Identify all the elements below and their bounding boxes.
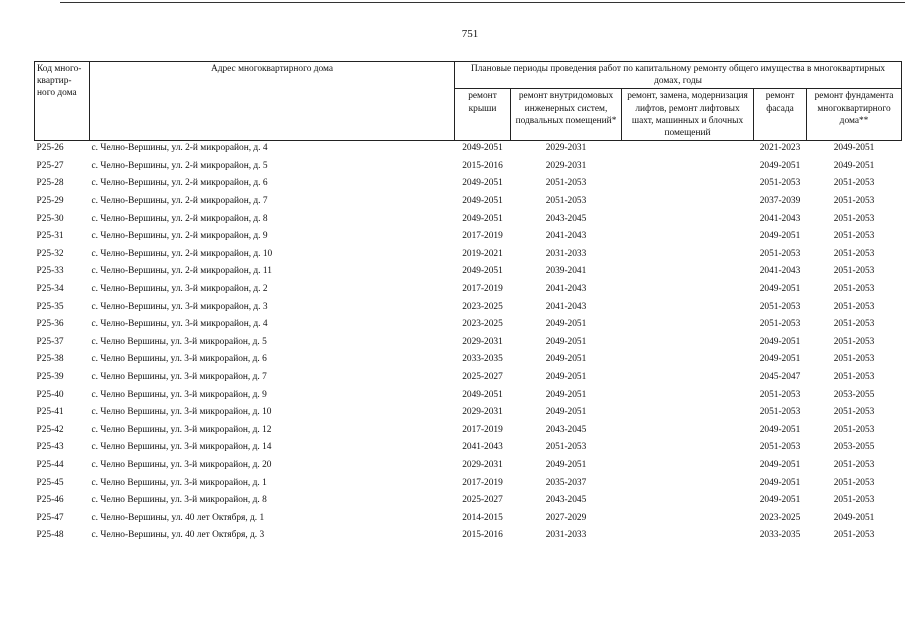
- cell-roof: 2025-2027: [462, 371, 503, 382]
- cell-foundation: 2053-2055: [833, 389, 875, 400]
- cell-address: с. Челно-Вершины, ул. 2-й микрорайон, д. 8: [91, 213, 268, 224]
- cell-foundation: 2051-2053: [833, 283, 875, 294]
- cell-engineering: 2035-2037: [545, 477, 587, 488]
- cell-facade: 2041-2043: [759, 266, 801, 277]
- cell-code: P25-30: [36, 213, 64, 224]
- cell-code: P25-47: [36, 512, 64, 523]
- table-row: [35, 424, 902, 442]
- cell-foundation: 2051-2053: [833, 196, 875, 206]
- table-row: [35, 529, 902, 547]
- cell-address: с. Челно-Вершины, ул. 2-й микрорайон, д. 11: [91, 266, 272, 277]
- cell-elevators: [622, 195, 754, 213]
- table-body: [35, 141, 902, 547]
- header-foundation: ремонт фундамента многоквартирного дома**: [807, 89, 902, 141]
- cell-roof: 2049-2051: [462, 213, 503, 224]
- cell-engineering: 2043-2045: [545, 495, 587, 506]
- cell-facade: 2051-2053: [759, 248, 801, 259]
- cell-code: P25-35: [36, 301, 64, 312]
- cell-address: с. Челно-Вершины, ул. 2-й микрорайон, д. 6: [91, 178, 268, 189]
- table-row: [35, 336, 902, 354]
- table-row: [35, 494, 902, 512]
- cell-foundation: 2051-2053: [833, 178, 875, 189]
- cell-address: с. Челно-Вершины, ул. 40 лет Октября, д. 3: [91, 530, 265, 541]
- cell-engineering: 2031-2033: [545, 530, 587, 541]
- table-row: [35, 160, 902, 178]
- cell-engineering: 2049-2051: [545, 459, 587, 470]
- table-row: [35, 389, 902, 407]
- cell-code: P25-31: [36, 231, 64, 242]
- cell-address: с. Челно Вершины, ул. 3-й микрорайон, д. 9: [91, 389, 267, 400]
- cell-roof: 2029-2031: [462, 459, 503, 470]
- table-row: [35, 512, 902, 530]
- cell-elevators: [622, 265, 754, 283]
- cell-roof: 2025-2027: [462, 495, 503, 506]
- table-row: [35, 371, 902, 389]
- cell-code: P25-41: [36, 407, 64, 418]
- cell-roof: 2023-2025: [462, 301, 503, 312]
- cell-code: P25-45: [36, 477, 64, 488]
- cell-roof: 2023-2025: [462, 319, 503, 330]
- cell-roof: 2049-2051: [462, 196, 503, 206]
- cell-foundation: 2051-2053: [833, 530, 875, 541]
- cell-foundation: 2051-2053: [833, 424, 875, 435]
- cell-roof: 2049-2051: [462, 266, 503, 277]
- cell-facade: 2051-2053: [759, 442, 801, 453]
- cell-foundation: 2049-2051: [833, 143, 875, 154]
- table-row: [35, 283, 902, 301]
- cell-foundation: 2051-2053: [833, 319, 875, 330]
- cell-address: с. Челно Вершины, ул. 3-й микрорайон, д. 12: [91, 424, 272, 435]
- cell-elevators: [622, 177, 754, 195]
- cell-code: P25-32: [36, 248, 64, 259]
- cell-engineering: 2049-2051: [545, 354, 587, 365]
- cell-foundation: 2051-2053: [833, 354, 875, 365]
- cell-elevators: [622, 160, 754, 178]
- cell-foundation: 2049-2051: [833, 160, 875, 171]
- cell-engineering: 2041-2043: [545, 231, 587, 242]
- page-number: 751: [461, 28, 479, 40]
- table-row: [35, 213, 902, 231]
- cell-facade: 2049-2051: [759, 477, 801, 488]
- table-row: [35, 230, 902, 248]
- cell-address: с. Челно Вершины, ул. 3-й микрорайон, д. 10: [91, 407, 272, 418]
- cell-engineering: 2027-2029: [545, 512, 587, 523]
- table-row: [35, 248, 902, 266]
- capital-repair-table: [34, 61, 902, 547]
- cell-code: P25-38: [36, 354, 64, 365]
- cell-roof: 2049-2051: [462, 178, 503, 189]
- cell-engineering: 2029-2031: [545, 143, 587, 154]
- cell-foundation: 2049-2051: [833, 512, 875, 523]
- cell-address: с. Челно-Вершины, ул. 2-й микрорайон, д. 7: [91, 196, 268, 206]
- cell-foundation: 2053-2055: [833, 442, 875, 453]
- cell-code: P25-42: [36, 424, 64, 435]
- cell-engineering: 2051-2053: [545, 178, 587, 189]
- cell-elevators: [622, 248, 754, 266]
- cell-roof: 2033-2035: [462, 354, 503, 365]
- cell-roof: 2041-2043: [462, 442, 503, 453]
- cell-code: P25-43: [36, 442, 64, 453]
- cell-elevators: [622, 353, 754, 371]
- cell-foundation: 2051-2053: [833, 477, 875, 488]
- cell-elevators: [622, 141, 754, 160]
- cell-roof: 2019-2021: [462, 248, 503, 259]
- cell-code: P25-34: [36, 283, 64, 294]
- cell-elevators: [622, 301, 754, 319]
- table-row: [35, 177, 902, 195]
- cell-foundation: 2051-2053: [833, 248, 875, 259]
- cell-roof: 2015-2016: [462, 530, 503, 541]
- cell-engineering: 2051-2053: [545, 196, 587, 206]
- cell-foundation: 2051-2053: [833, 371, 875, 382]
- cell-facade: 2049-2051: [759, 336, 801, 347]
- cell-address: с. Челно Вершины, ул. 3-й микрорайон, д. 20: [91, 459, 272, 470]
- cell-roof: 2029-2031: [462, 336, 503, 347]
- cell-elevators: [622, 441, 754, 459]
- cell-address: с. Челно Вершины, ул. 3-й микрорайон, д. 5: [91, 336, 267, 347]
- cell-address: с. Челно Вершины, ул. 3-й микрорайон, д. 6: [91, 354, 267, 365]
- cell-engineering: 2043-2045: [545, 213, 587, 224]
- cell-elevators: [622, 424, 754, 442]
- table-row: [35, 265, 902, 283]
- cell-elevators: [622, 230, 754, 248]
- cell-engineering: 2041-2043: [545, 301, 587, 312]
- cell-foundation: 2051-2053: [833, 231, 875, 242]
- header-roof: ремонт крыши: [455, 89, 511, 141]
- cell-foundation: 2051-2053: [833, 459, 875, 470]
- cell-address: с. Челно Вершины, ул. 3-й микрорайон, д. 1: [91, 477, 267, 488]
- header-code: Код много-квартир-ного дома: [35, 62, 90, 141]
- cell-foundation: 2051-2053: [833, 407, 875, 418]
- cell-elevators: [622, 283, 754, 301]
- table-row: [35, 141, 902, 160]
- cell-address: с. Челно-Вершины, ул. 2-й микрорайон, д. 10: [91, 248, 273, 259]
- cell-address: с. Челно-Вершины, ул. 3-й микрорайон, д. 3: [91, 301, 268, 312]
- cell-facade: 2049-2051: [759, 459, 801, 470]
- cell-facade: 2051-2053: [759, 319, 801, 330]
- cell-facade: 2041-2043: [759, 213, 801, 224]
- cell-address: с. Челно Вершины, ул. 3-й микрорайон, д. 14: [91, 442, 272, 453]
- cell-facade: 2049-2051: [759, 424, 801, 435]
- cell-facade: 2049-2051: [759, 231, 801, 242]
- cell-roof: 2014-2015: [462, 512, 503, 523]
- cell-code: P25-40: [36, 389, 64, 400]
- cell-foundation: 2051-2053: [833, 213, 875, 224]
- cell-roof: 2049-2051: [462, 389, 503, 400]
- top-rule: [60, 2, 905, 3]
- cell-facade: 2033-2035: [759, 530, 801, 541]
- cell-elevators: [622, 529, 754, 547]
- cell-address: с. Челно-Вершины, ул. 3-й микрорайон, д. 4: [91, 319, 268, 330]
- table-row: [35, 459, 902, 477]
- table-row: [35, 195, 902, 213]
- cell-facade: 2037-2039: [759, 196, 801, 206]
- cell-engineering: 2039-2041: [545, 266, 587, 277]
- cell-facade: 2049-2051: [759, 160, 801, 171]
- cell-engineering: 2029-2031: [545, 160, 587, 171]
- cell-engineering: 2049-2051: [545, 336, 587, 347]
- table-row: [35, 477, 902, 495]
- cell-roof: 2015-2016: [462, 160, 503, 171]
- cell-foundation: 2051-2053: [833, 495, 875, 506]
- cell-elevators: [622, 336, 754, 354]
- cell-code: P25-46: [36, 495, 64, 506]
- cell-address: с. Челно-Вершины, ул. 2-й микрорайон, д. 4: [91, 143, 268, 154]
- cell-elevators: [622, 406, 754, 424]
- cell-roof: 2017-2019: [462, 424, 503, 435]
- cell-elevators: [622, 512, 754, 530]
- cell-engineering: 2049-2051: [545, 371, 587, 382]
- header-address: Адрес многоквартирного дома: [90, 62, 455, 141]
- cell-facade: 2023-2025: [759, 512, 801, 523]
- cell-facade: 2021-2023: [759, 143, 801, 154]
- cell-elevators: [622, 318, 754, 336]
- cell-address: с. Челно-Вершины, ул. 2-й микрорайон, д. 5: [91, 160, 268, 171]
- cell-facade: 2051-2053: [759, 407, 801, 418]
- cell-foundation: 2051-2053: [833, 336, 875, 347]
- cell-engineering: 2041-2043: [545, 283, 587, 294]
- cell-code: P25-36: [36, 319, 64, 330]
- table-row: [35, 301, 902, 319]
- cell-elevators: [622, 389, 754, 407]
- cell-elevators: [622, 371, 754, 389]
- cell-address: с. Челно-Вершины, ул. 2-й микрорайон, д. 9: [91, 231, 268, 242]
- header-facade: ремонт фасада: [754, 89, 807, 141]
- cell-elevators: [622, 494, 754, 512]
- cell-address: с. Челно-Вершины, ул. 3-й микрорайон, д. 2: [91, 283, 268, 294]
- cell-roof: 2017-2019: [462, 477, 503, 488]
- table-row: [35, 318, 902, 336]
- cell-engineering: 2051-2053: [545, 442, 587, 453]
- cell-code: P25-37: [36, 336, 64, 347]
- cell-address: с. Челно-Вершины, ул. 40 лет Октября, д. 1: [91, 512, 265, 523]
- header-periods-group: Плановые периоды проведения работ по капитальному ремонту общего имущества в многоквартирных домах, годы: [455, 62, 902, 89]
- cell-address: с. Челно Вершины, ул. 3-й микрорайон, д. 8: [91, 495, 267, 506]
- cell-elevators: [622, 477, 754, 495]
- cell-facade: 2045-2047: [759, 371, 801, 382]
- cell-address: с. Челно Вершины, ул. 3-й микрорайон, д. 7: [91, 371, 267, 382]
- cell-roof: 2049-2051: [462, 143, 503, 154]
- table-row: [35, 406, 902, 424]
- cell-code: P25-26: [36, 143, 64, 154]
- cell-engineering: 2043-2045: [545, 424, 587, 435]
- cell-facade: 2049-2051: [759, 495, 801, 506]
- header-engineering: ремонт внутридомовых инженерных систем, подвальных помещений*: [511, 89, 622, 141]
- cell-facade: 2051-2053: [759, 178, 801, 189]
- cell-code: P25-27: [36, 160, 64, 171]
- header-elevators: ремонт, замена, модернизация лифтов, ремонт лифтовых шахт, машинных и блочных помещений: [622, 89, 754, 141]
- cell-roof: 2017-2019: [462, 231, 503, 242]
- cell-engineering: 2049-2051: [545, 389, 587, 400]
- cell-code: P25-28: [36, 178, 64, 189]
- cell-facade: 2051-2053: [759, 301, 801, 312]
- cell-roof: 2017-2019: [462, 283, 503, 294]
- cell-engineering: 2049-2051: [545, 407, 587, 418]
- cell-facade: 2049-2051: [759, 354, 801, 365]
- table-row: [35, 441, 902, 459]
- cell-code: P25-33: [36, 266, 64, 277]
- cell-elevators: [622, 459, 754, 477]
- cell-elevators: [622, 213, 754, 231]
- cell-foundation: 2051-2053: [833, 266, 875, 277]
- header-row-top: [35, 62, 902, 89]
- cell-facade: 2051-2053: [759, 389, 801, 400]
- cell-code: P25-39: [36, 371, 64, 382]
- cell-roof: 2029-2031: [462, 407, 503, 418]
- cell-foundation: 2051-2053: [833, 301, 875, 312]
- cell-code: P25-29: [36, 196, 64, 206]
- cell-code: P25-48: [36, 530, 64, 541]
- cell-engineering: 2031-2033: [545, 248, 587, 259]
- cell-engineering: 2049-2051: [545, 319, 587, 330]
- cell-facade: 2049-2051: [759, 283, 801, 294]
- table-row: [35, 353, 902, 371]
- cell-code: P25-44: [36, 459, 64, 470]
